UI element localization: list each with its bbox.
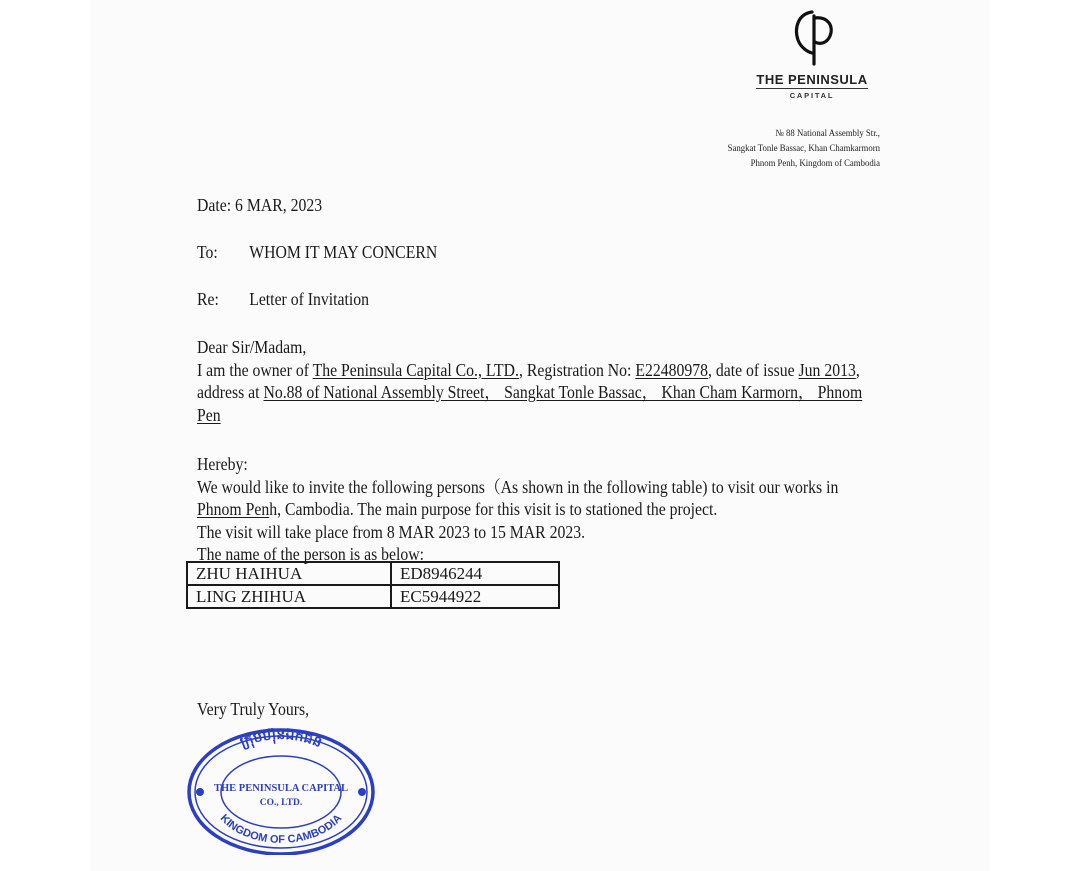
intro-text: [197, 359, 881, 427]
stamp-company-name: THE PENINSULA CAPITAL: [214, 783, 348, 794]
recipient-line: [197, 242, 437, 263]
company-address: [641, 127, 880, 172]
closing-line: Very Truly Yours,: [197, 699, 310, 719]
peninsula-logo-icon: [790, 6, 838, 68]
intro-paragraph: [197, 336, 881, 426]
stamp-bottom-text: KINGDOM OF CAMBODIA: [217, 812, 345, 846]
intro-text-part: , address at: [197, 359, 860, 402]
salutation: Dear Sir/Madam,: [197, 337, 307, 357]
to-value: WHOM IT MAY CONCERN: [249, 242, 438, 262]
destination-city: Phnom Pen: [197, 499, 270, 519]
company-street-address: No.88 of National Assembly Street， Sangkat Tonle Bassac， Khan Cham Karmorn， Phnom Pen: [197, 382, 863, 425]
invitation-text-part: We would like to invite the following persons（As shown in the following table) to visit our works in: [197, 476, 839, 497]
to-label: To:: [197, 242, 218, 262]
re-label: Re:: [197, 289, 219, 309]
invitation-paragraph: [197, 453, 881, 566]
brand-subtitle: CAPITAL: [789, 91, 835, 100]
passport-number: ED8946244: [391, 562, 559, 585]
address-line: Phnom Penh, Kingdom of Cambodia: [750, 159, 880, 169]
letter-date: Date: 6 MAR, 2023: [197, 195, 323, 215]
intro-text-part: , Registration No:: [518, 359, 636, 380]
invitation-text-part: h, Cambodia. The main purpose for this visit is to stationed the project.: [269, 499, 718, 519]
intro-text-part: , date of issue: [707, 359, 799, 380]
company-name: The Peninsula Capital Co., LTD.: [312, 359, 519, 380]
invitation-text: [197, 476, 881, 521]
visit-dates: The visit will take place from 8 MAR 2023 to 15 MAR 2023.: [197, 521, 586, 542]
registration-number: E22480978: [635, 359, 708, 380]
stamp-ornament: [196, 788, 204, 796]
company-stamp: [186, 725, 376, 855]
persons-table: [186, 561, 560, 609]
subject-line: [197, 289, 369, 310]
intro-text-part: I am the owner of: [197, 359, 313, 380]
table-row: [187, 562, 559, 585]
address-line: Sangkat Tonle Bassac, Khan Chamkarmorn: [727, 144, 880, 154]
stamp-company-suffix: CO., LTD.: [259, 798, 303, 808]
re-value: Letter of Invitation: [249, 289, 370, 309]
person-name: ZHU HAIHUA: [187, 562, 391, 585]
stamp-top-text: ក្រុមហ៊ុនឯកជន: [237, 726, 325, 752]
table-row: [187, 585, 559, 608]
names-intro: The name of the person is as below:: [197, 544, 425, 564]
passport-number: EC5944922: [391, 585, 559, 608]
person-name: LING ZHIHUA: [187, 585, 391, 608]
brand-name: THE PENINSULA: [756, 72, 868, 87]
issue-date: Jun 2013: [798, 359, 856, 380]
address-line: № 88 National Assembly Str.,: [775, 129, 880, 139]
hereby-heading: Hereby:: [197, 454, 248, 474]
stamp-ornament: [358, 788, 366, 796]
